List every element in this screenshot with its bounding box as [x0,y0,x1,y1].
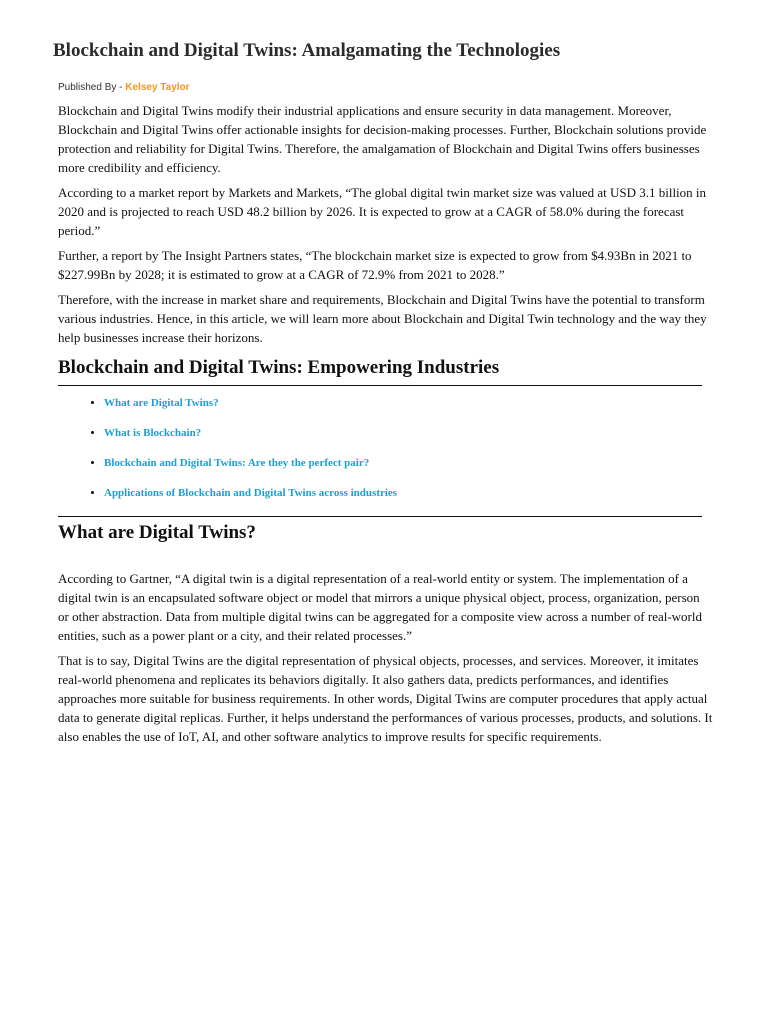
toc-link-digital-twins[interactable]: What are Digital Twins? [104,397,219,409]
section-heading-industries: Blockchain and Digital Twins: Empowering Industries [58,357,500,378]
section-heading-digital-twins: What are Digital Twins? [58,522,256,543]
article-title: Blockchain and Digital Twins: Amalgamating the Technologies [53,40,561,61]
toc-item [104,396,713,410]
author-link[interactable]: Kelsey Taylor [125,82,190,93]
toc-link-perfect-pair[interactable]: Blockchain and Digital Twins: Are they the perfect pair? [104,457,370,469]
intro-paragraph: According to a market report by Markets and Markets, “The global digital twin market size was valued at USD 3.1 billion in 2020 and is projected to reach USD 48.2 billion by 2026. It is expected to grow at a CAGR of 58.0% during the forecast period.” [58,185,707,238]
toc-item [104,456,713,470]
toc-link-applications[interactable]: Applications of Blockchain and Digital Twins across industries [104,487,398,499]
published-by-label: Published By - [58,82,126,93]
toc-item [104,426,713,440]
byline [58,82,190,93]
para-prefix: According to [58,571,130,586]
intro-paragraph: Further, a report by The Insight Partners states, “The blockchain market size is expected to grow from $4.93Bn in 2021 to $227.99Bn by 2028; it is estimated to grow at a CAGR of 72.9% from 2021 to 2028.” [58,248,692,282]
gartner-link[interactable]: Gartner [129,571,169,586]
toc-item [104,486,713,500]
section-divider [58,385,702,386]
section-divider [58,516,702,517]
toc-link-blockchain[interactable]: What is Blockchain? [104,427,202,439]
digital-twins-paragraph [58,569,713,645]
article-body [58,101,713,752]
para-rest: , “A digital twin is a digital representation of a real-world entity or system. The implementation of a digital twin is an encapsulated software object or model that mirrors a unique physical object, process, organization, person or other abstraction. Data from multiple digital twins can be aggregated for a composite view across a number of real-world entities, such as a power plant or a city, and their related processes.” [58,571,703,643]
table-of-contents [58,396,713,500]
digital-twins-paragraph: That is to say, Digital Twins are the digital representation of physical objects, processes, and services. Moreover, it imitates real-world phenomena and replicates its behaviors digitally. It also gathers data, predicts performances, and identifies approaches more suitable for business requirements. In other words, Digital Twins are computer procedures that apply actual data to generate digital replicas. Further, it helps understand the performances of various processes, products, and solutions. It also enables the use of IoT, AI, and other software analytics to improve results for specific requirements. [58,653,713,744]
intro-paragraph: Blockchain and Digital Twins modify their industrial applications and ensure security in data management. Moreover, Blockchain and Digital Twins offer actionable insights for decision-making processes. Further, Blockchain solutions provide protection and reliability for Digital Twins. Therefore, the amalgamation of Blockchain and Digital Twins offers businesses more credibility and efficiency. [58,103,707,175]
intro-paragraph: Therefore, with the increase in market share and requirements, Blockchain and Digital Twins have the potential to transform various industries. Hence, in this article, we will learn more about Blockchain and Digital Twin technology and the way they help businesses increase their horizons. [58,292,707,345]
